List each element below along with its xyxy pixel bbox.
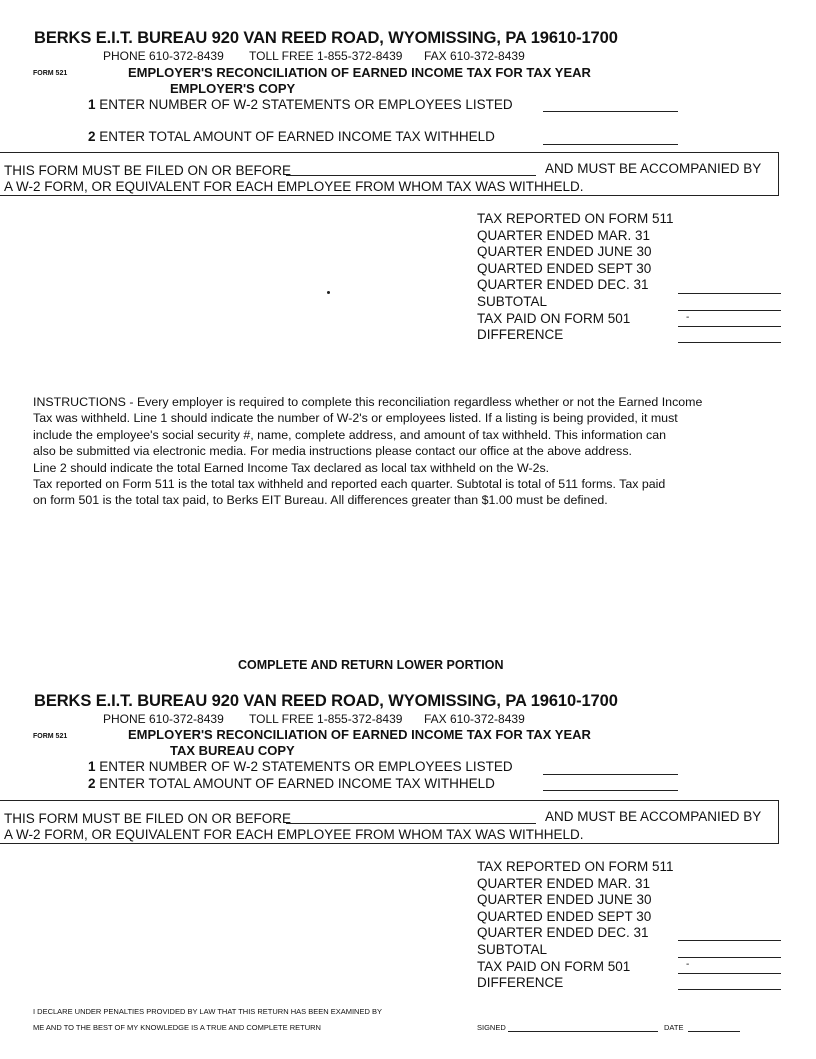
subtotal-field[interactable] <box>678 957 781 958</box>
line-1 <box>88 759 513 774</box>
line-1-text: ENTER NUMBER OF W-2 STATEMENTS OR EMPLOYEES LISTED <box>99 97 513 112</box>
toll-free-number: TOLL FREE 1-855-372-8439 <box>249 712 403 726</box>
recon-q4: QUARTER ENDED DEC. 31 <box>477 277 649 293</box>
line-1-number: 1 <box>88 97 96 112</box>
filing-date-field[interactable] <box>286 175 536 176</box>
recon-q3: QUARTED ENDED SEPT 30 <box>477 260 652 276</box>
filing-notice-text: THIS FORM MUST BE FILED ON OR BEFORE <box>4 811 292 826</box>
recon-tax-reported: TAX REPORTED ON FORM 511 <box>477 211 674 226</box>
w2-notice-text: A W-2 FORM, OR EQUIVALENT FOR EACH EMPLOYEE FROM WHOM TAX WAS WITHHELD. <box>4 827 584 842</box>
difference-field[interactable] <box>678 342 781 343</box>
recon-tax-paid: TAX PAID ON FORM 501 <box>477 310 631 326</box>
line-1-field[interactable] <box>543 774 678 775</box>
recon-subtotal: SUBTOTAL <box>477 293 548 309</box>
toll-free-number: TOLL FREE 1-855-372-8439 <box>249 49 403 63</box>
tax-paid-field[interactable] <box>678 973 781 974</box>
divider-label: COMPLETE AND RETURN LOWER PORTION <box>238 658 504 672</box>
instruction-line: INSTRUCTIONS - Every employer is required to complete this reconciliation regardless whether or not the Earned Income <box>33 395 703 409</box>
declaration-line-1: I DECLARE UNDER PENALTIES PROVIDED BY LAW THAT THIS RETURN HAS BEEN EXAMINED BY <box>33 1007 382 1016</box>
line-2 <box>88 129 495 144</box>
instruction-line: on form 501 is the total tax paid, to Berks EIT Bureau. All differences greater than $1.00 must be defined. <box>33 493 608 508</box>
reconciliation-list <box>477 211 674 344</box>
copy-label: EMPLOYER'S COPY <box>170 81 296 96</box>
form-title: EMPLOYER'S RECONCILIATION OF EARNED INCOME TAX FOR TAX YEAR <box>128 727 591 742</box>
phone-number: PHONE 610-372-8439 <box>103 712 224 726</box>
declaration-line-2: ME AND TO THE BEST OF MY KNOWLEDGE IS A TRUE AND COMPLETE RETURN <box>33 1023 321 1032</box>
tax-paid-mark: - <box>686 312 690 323</box>
tax-paid-mark: - <box>686 959 690 970</box>
form-title: EMPLOYER'S RECONCILIATION OF EARNED INCOME TAX FOR TAX YEAR <box>128 65 591 80</box>
date-field[interactable] <box>688 1031 740 1032</box>
filing-date-field[interactable] <box>286 823 536 824</box>
signed-label: SIGNED <box>477 1023 506 1032</box>
recon-difference: DIFFERENCE <box>477 975 564 991</box>
line-1-text: ENTER NUMBER OF W-2 STATEMENTS OR EMPLOYEES LISTED <box>99 759 513 774</box>
signature-field[interactable] <box>508 1031 658 1032</box>
recon-q1: QUARTER ENDED MAR. 31 <box>477 227 651 243</box>
reconciliation-list <box>477 859 674 992</box>
recon-subtotal: SUBTOTAL <box>477 941 548 957</box>
recon-q2: QUARTER ENDED JUNE 30 <box>477 892 652 908</box>
line-2-text: ENTER TOTAL AMOUNT OF EARNED INCOME TAX WITHHELD <box>99 776 495 791</box>
difference-field[interactable] <box>678 989 781 990</box>
accompanied-notice-text: AND MUST BE ACCOMPANIED BY <box>545 161 762 176</box>
line-2-text: ENTER TOTAL AMOUNT OF EARNED INCOME TAX WITHHELD <box>99 129 495 144</box>
recon-tax-reported: TAX REPORTED ON FORM 511 <box>477 859 674 874</box>
date-label: DATE <box>664 1023 684 1032</box>
subtotal-field-top[interactable] <box>678 940 781 941</box>
instruction-line: Tax reported on Form 511 is the total tax withheld and reported each quarter. Subtotal is total of 511 forms. Tax paid <box>33 477 666 492</box>
line-2 <box>88 776 495 791</box>
fax-number: FAX 610-372-8439 <box>424 712 525 726</box>
w2-notice-text: A W-2 FORM, OR EQUIVALENT FOR EACH EMPLOYEE FROM WHOM TAX WAS WITHHELD. <box>4 179 584 194</box>
copy-label: TAX BUREAU COPY <box>170 743 295 758</box>
recon-tax-paid: TAX PAID ON FORM 501 <box>477 958 631 974</box>
recon-q4: QUARTER ENDED DEC. 31 <box>477 925 649 941</box>
recon-q3: QUARTED ENDED SEPT 30 <box>477 908 652 924</box>
filing-notice-text: THIS FORM MUST BE FILED ON OR BEFORE <box>4 163 292 178</box>
instruction-line: Line 2 should indicate the total Earned Income Tax declared as local tax withheld on the W-2s. <box>33 460 550 475</box>
accompanied-notice-text: AND MUST BE ACCOMPANIED BY <box>545 809 762 824</box>
line-2-field[interactable] <box>543 144 678 145</box>
line-1 <box>88 97 513 112</box>
phone-number: PHONE 610-372-8439 <box>103 49 224 63</box>
recon-difference: DIFFERENCE <box>477 327 564 343</box>
subtotal-field[interactable] <box>678 310 781 311</box>
instruction-line: also be submitted via electronic media. For media instructions please contact our office at the above address. <box>33 444 632 459</box>
line-1-number: 1 <box>88 759 96 774</box>
bureau-header: BERKS E.I.T. BUREAU 920 VAN REED ROAD, WYOMISSING, PA 19610-1700 <box>34 29 618 47</box>
line-1-field[interactable] <box>543 111 678 112</box>
subtotal-field-top[interactable] <box>678 293 781 294</box>
bureau-header: BERKS E.I.T. BUREAU 920 VAN REED ROAD, WYOMISSING, PA 19610-1700 <box>34 692 618 710</box>
recon-q2: QUARTER ENDED JUNE 30 <box>477 244 652 260</box>
stray-dot <box>327 291 330 294</box>
tax-paid-field[interactable] <box>678 326 781 327</box>
form-number: FORM 521 <box>33 70 68 77</box>
line-2-field[interactable] <box>543 790 678 791</box>
fax-number: FAX 610-372-8439 <box>424 49 525 63</box>
line-2-number: 2 <box>88 129 96 144</box>
instruction-line: include the employee's social security #, name, complete address, and amount of tax withheld. This information can <box>33 427 667 442</box>
recon-q1: QUARTER ENDED MAR. 31 <box>477 875 651 891</box>
line-2-number: 2 <box>88 776 96 791</box>
form-number: FORM 521 <box>33 733 68 740</box>
instruction-line: Tax was withheld. Line 1 should indicate the number of W-2's or employees listed. If a listing is being provided, it must <box>33 411 678 426</box>
instructions <box>33 394 702 509</box>
